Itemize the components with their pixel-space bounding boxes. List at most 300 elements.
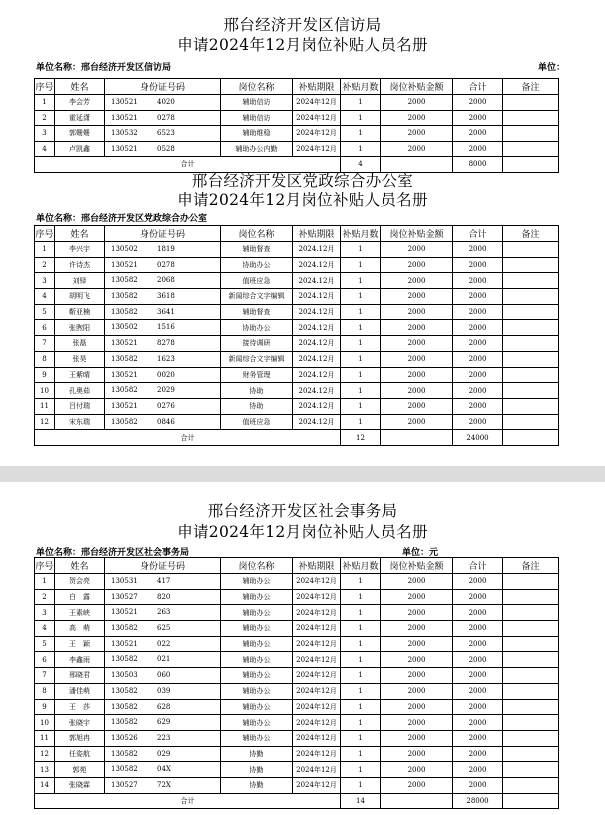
cell-total: 2000: [453, 762, 503, 778]
cell-note: [503, 320, 559, 336]
table-row: [35, 336, 559, 352]
id-prefix: 130582: [111, 292, 138, 301]
cell-id-number: [105, 715, 221, 731]
cell-months: 1: [341, 636, 381, 652]
cell-post: 辅助办公: [221, 605, 293, 621]
cell-note: [503, 574, 559, 590]
cell-note: [503, 699, 559, 715]
cell-id-number: [105, 398, 221, 414]
cell-name: 刘铎: [55, 273, 105, 289]
id-prefix: 130582: [111, 307, 138, 316]
cell-period: 2024.12月: [293, 336, 341, 352]
column-header-seq: 序号: [35, 79, 55, 95]
column-header-name: 姓名: [55, 558, 105, 574]
cell-amount: 2000: [381, 304, 453, 320]
column-header-months: 补贴月数: [341, 558, 381, 574]
cell-months: 1: [341, 257, 381, 273]
cell-total: 2000: [453, 126, 503, 142]
total-sum: 24000: [453, 430, 503, 446]
table-row: [35, 652, 559, 668]
cell-period: 2024年12月: [293, 589, 341, 605]
cell-months: 1: [341, 605, 381, 621]
table-row: [35, 730, 559, 746]
cell-total: 2000: [453, 652, 503, 668]
cell-name: 张晓宇: [55, 715, 105, 731]
cell-seq: 2: [35, 110, 55, 126]
table-row: [35, 257, 559, 273]
cell-note: [503, 383, 559, 399]
cell-total: 2000: [453, 414, 503, 430]
cell-name: 宋东瑞: [55, 414, 105, 430]
cell-months: 1: [341, 383, 381, 399]
table-row: [35, 398, 559, 414]
id-prefix: 130527: [111, 592, 138, 601]
cell-note: [503, 414, 559, 430]
column-header-period: 补贴期限: [293, 226, 341, 242]
table-row: [35, 621, 559, 637]
section-2-table: [34, 225, 559, 446]
total-sum: 28000: [453, 793, 503, 809]
cell-period: 2024.12月: [293, 289, 341, 305]
total-months: 14: [341, 793, 381, 809]
id-suffix: 2029: [157, 386, 175, 395]
cell-amount: 2000: [381, 746, 453, 762]
cell-seq: 1: [35, 242, 55, 258]
cell-post: 辅助办公: [221, 589, 293, 605]
cell-id-number: [105, 320, 221, 336]
table-row: [35, 715, 559, 731]
cell-period: 2024.12月: [293, 242, 341, 258]
id-suffix: 0528: [157, 144, 175, 153]
cell-seq: 6: [35, 652, 55, 668]
cell-id-number: [105, 351, 221, 367]
id-suffix: 1819: [157, 245, 175, 253]
cell-post: 辅助办公: [221, 668, 293, 684]
id-prefix: 130582: [111, 765, 138, 774]
id-prefix: 130582: [111, 718, 138, 727]
cell-period: 2024年12月: [293, 668, 341, 684]
cell-amount: 2000: [381, 141, 453, 157]
column-header-id: 身份证号码: [105, 558, 221, 574]
cell-period: 2024.12月: [293, 351, 341, 367]
cell-id-number: [105, 746, 221, 762]
column-header-amount: 岗位补贴金额: [381, 226, 453, 242]
id-suffix: 021: [157, 655, 171, 664]
table-row: [35, 589, 559, 605]
cell-total: 2000: [453, 574, 503, 590]
cell-amount: 2000: [381, 652, 453, 668]
cell-amount: 2000: [381, 668, 453, 684]
id-suffix: 4020: [157, 98, 175, 106]
cell-total: 2000: [453, 715, 503, 731]
total-note: [503, 793, 559, 809]
cell-post: 辅助信访: [221, 95, 293, 111]
id-prefix: 130521: [111, 639, 138, 648]
total-amount: [381, 430, 453, 446]
id-prefix: 130582: [111, 702, 138, 711]
id-suffix: 223: [157, 733, 171, 742]
cell-amount: 2000: [381, 367, 453, 383]
cell-id-number: [105, 730, 221, 746]
cell-seq: 9: [35, 699, 55, 715]
cell-total: 2000: [453, 636, 503, 652]
section-1-unit-right: 单位：: [538, 63, 566, 73]
cell-seq: 3: [35, 126, 55, 142]
cell-post: 辅助办公: [221, 699, 293, 715]
cell-period: 2024.12月: [293, 398, 341, 414]
cell-amount: 2000: [381, 636, 453, 652]
cell-amount: 2000: [381, 320, 453, 336]
cell-amount: 2000: [381, 699, 453, 715]
cell-total: 2000: [453, 605, 503, 621]
id-prefix: 130502: [111, 323, 138, 332]
cell-total: 2000: [453, 683, 503, 699]
table-header-row: [35, 79, 559, 95]
cell-amount: 2000: [381, 589, 453, 605]
cell-period: 2024.12月: [293, 273, 341, 289]
cell-amount: 2000: [381, 683, 453, 699]
id-prefix: 130521: [111, 144, 138, 153]
cell-period: 2024年12月: [293, 746, 341, 762]
cell-id-number: [105, 414, 221, 430]
id-suffix: 060: [157, 671, 171, 680]
table-header-row: [35, 226, 559, 242]
id-suffix: 72X: [157, 780, 171, 789]
cell-total: 2000: [453, 242, 503, 258]
id-suffix: 1623: [157, 354, 175, 363]
cell-note: [503, 273, 559, 289]
cell-name: 张煦阳: [55, 320, 105, 336]
table-row: [35, 668, 559, 684]
cell-name: 李鑫雨: [55, 652, 105, 668]
cell-months: 1: [341, 336, 381, 352]
cell-post: 新闻综合文字编辑: [221, 351, 293, 367]
column-header-name: 姓名: [55, 79, 105, 95]
section-3-subtitle: 申请2024年12月岗位补贴人员名册: [177, 523, 428, 541]
total-label: 合计: [35, 793, 341, 809]
cell-months: 1: [341, 777, 381, 793]
cell-note: [503, 605, 559, 621]
cell-period: 2024.12月: [293, 414, 341, 430]
table-row: [35, 746, 559, 762]
section-1-unit-label: 单位名称：邢台经济开发区信访局: [36, 63, 172, 73]
cell-total: 2000: [453, 730, 503, 746]
section-1-table: [34, 78, 559, 173]
cell-id-number: [105, 242, 221, 258]
id-prefix: 130582: [111, 354, 138, 363]
cell-id-number: [105, 574, 221, 590]
cell-period: 2024.12月: [293, 383, 341, 399]
cell-total: 2000: [453, 383, 503, 399]
cell-seq: 6: [35, 320, 55, 336]
id-prefix: 130582: [111, 417, 138, 426]
cell-id-number: [105, 777, 221, 793]
cell-months: 1: [341, 699, 381, 715]
cell-amount: 2000: [381, 289, 453, 305]
cell-amount: 2000: [381, 398, 453, 414]
id-suffix: 029: [157, 749, 171, 758]
cell-name: 张昊: [55, 351, 105, 367]
cell-name: 王素峡: [55, 605, 105, 621]
id-suffix: 0278: [157, 113, 175, 122]
section-3-unit-right: 单位：元: [402, 548, 439, 558]
total-months: 12: [341, 430, 381, 446]
cell-post: 辅助维稳: [221, 126, 293, 142]
table-row: [35, 95, 559, 111]
cell-months: 1: [341, 621, 381, 637]
cell-seq: 7: [35, 336, 55, 352]
cell-total: 2000: [453, 141, 503, 157]
id-suffix: 263: [157, 608, 171, 617]
id-prefix: 130521: [111, 401, 138, 410]
column-header-months: 补贴月数: [341, 226, 381, 242]
cell-seq: 2: [35, 589, 55, 605]
cell-total: 2000: [453, 351, 503, 367]
cell-total: 2000: [453, 336, 503, 352]
id-suffix: 0278: [157, 260, 175, 269]
table-row: [35, 289, 559, 305]
cell-amount: 2000: [381, 730, 453, 746]
cell-total: 2000: [453, 668, 503, 684]
cell-id-number: [105, 367, 221, 383]
cell-months: 1: [341, 730, 381, 746]
id-suffix: 04X: [157, 765, 171, 774]
cell-note: [503, 730, 559, 746]
cell-id-number: [105, 95, 221, 111]
table-row: [35, 683, 559, 699]
column-header-amount: 岗位补贴金额: [381, 558, 453, 574]
cell-name: 郭苑: [55, 762, 105, 778]
cell-seq: 5: [35, 304, 55, 320]
id-suffix: 3641: [157, 307, 175, 316]
cell-post: 值班应急: [221, 414, 293, 430]
cell-name: 潘佳萌: [55, 683, 105, 699]
cell-months: 1: [341, 414, 381, 430]
cell-seq: 8: [35, 351, 55, 367]
cell-amount: 2000: [381, 110, 453, 126]
cell-months: 1: [341, 141, 381, 157]
id-suffix: 6523: [157, 129, 175, 137]
cell-note: [503, 683, 559, 699]
total-amount: [381, 793, 453, 809]
cell-seq: 9: [35, 367, 55, 383]
cell-post: 辅助办公: [221, 621, 293, 637]
cell-amount: 2000: [381, 574, 453, 590]
table-row: [35, 110, 559, 126]
cell-id-number: [105, 636, 221, 652]
total-note: [503, 157, 559, 173]
cell-id-number: [105, 699, 221, 715]
column-header-total: 合计: [453, 558, 503, 574]
cell-seq: 5: [35, 636, 55, 652]
cell-name: 王紫晴: [55, 367, 105, 383]
cell-name: 吕付瑞: [55, 398, 105, 414]
cell-id-number: [105, 110, 221, 126]
cell-period: 2024年12月: [293, 574, 341, 590]
cell-note: [503, 668, 559, 684]
cell-seq: 3: [35, 273, 55, 289]
cell-period: 2024.12月: [293, 320, 341, 336]
id-prefix: 130526: [111, 733, 138, 742]
cell-post: 辅助办公: [221, 636, 293, 652]
cell-period: 2024年12月: [293, 636, 341, 652]
cell-amount: 2000: [381, 242, 453, 258]
table-row: [35, 126, 559, 142]
cell-total: 2000: [453, 320, 503, 336]
cell-seq: 10: [35, 383, 55, 399]
cell-amount: 2000: [381, 621, 453, 637]
cell-period: 2024年12月: [293, 95, 341, 111]
id-suffix: 625: [157, 624, 171, 633]
cell-id-number: [105, 304, 221, 320]
id-suffix: 0276: [157, 401, 175, 410]
cell-seq: 13: [35, 762, 55, 778]
id-prefix: 130502: [111, 245, 138, 253]
table-row: [35, 383, 559, 399]
id-suffix: 039: [157, 686, 171, 695]
table-row: [35, 414, 559, 430]
table-header-row: [35, 558, 559, 574]
column-header-note: 备注: [503, 79, 559, 95]
cell-seq: 10: [35, 715, 55, 731]
total-amount: [381, 157, 453, 173]
total-note: [503, 430, 559, 446]
cell-id-number: [105, 289, 221, 305]
id-prefix: 130582: [111, 386, 138, 395]
id-prefix: 130582: [111, 276, 138, 285]
column-header-post: 岗位名称: [221, 79, 293, 95]
id-suffix: 628: [157, 702, 171, 711]
section-2-subtitle: 申请2024年12月岗位补贴人员名册: [177, 191, 428, 209]
column-header-note: 备注: [503, 558, 559, 574]
id-prefix: 130531: [111, 577, 138, 585]
cell-months: 1: [341, 683, 381, 699]
cell-seq: 12: [35, 414, 55, 430]
cell-name: 王 莎: [55, 699, 105, 715]
cell-period: 2024年12月: [293, 652, 341, 668]
cell-months: 1: [341, 715, 381, 731]
column-header-seq: 序号: [35, 558, 55, 574]
cell-months: 1: [341, 126, 381, 142]
cell-id-number: [105, 383, 221, 399]
cell-months: 1: [341, 289, 381, 305]
cell-post: 辅助督查: [221, 242, 293, 258]
cell-period: 2024年12月: [293, 621, 341, 637]
cell-total: 2000: [453, 746, 503, 762]
cell-note: [503, 777, 559, 793]
column-header-total: 合计: [453, 226, 503, 242]
cell-seq: 4: [35, 289, 55, 305]
cell-note: [503, 304, 559, 320]
id-prefix: 130521: [111, 260, 138, 269]
cell-total: 2000: [453, 110, 503, 126]
cell-note: [503, 652, 559, 668]
cell-period: 2024年12月: [293, 777, 341, 793]
cell-amount: 2000: [381, 715, 453, 731]
section-2-title: 邢台经济开发区党政综合办公室: [191, 172, 414, 190]
cell-name: 高 萌: [55, 621, 105, 637]
cell-note: [503, 762, 559, 778]
table-total-row: [35, 430, 559, 446]
id-prefix: 130582: [111, 655, 138, 664]
table-total-row: [35, 157, 559, 173]
cell-post: 接待调研: [221, 336, 293, 352]
cell-months: 1: [341, 589, 381, 605]
cell-months: 1: [341, 351, 381, 367]
column-header-id: 身份证号码: [105, 79, 221, 95]
cell-name: 张晓霖: [55, 777, 105, 793]
cell-note: [503, 141, 559, 157]
id-prefix: 130532: [111, 129, 138, 137]
column-header-period: 补贴期限: [293, 79, 341, 95]
cell-name: 任姿航: [55, 746, 105, 762]
column-header-amount: 岗位补贴金额: [381, 79, 453, 95]
id-prefix: 130582: [111, 749, 138, 758]
cell-months: 1: [341, 304, 381, 320]
cell-total: 2000: [453, 289, 503, 305]
table-row: [35, 777, 559, 793]
id-suffix: 3618: [157, 292, 175, 301]
cell-period: 2024年12月: [293, 762, 341, 778]
cell-id-number: [105, 621, 221, 637]
section-3-table: [34, 557, 559, 809]
cell-id-number: [105, 257, 221, 273]
section-3-title: 邢台经济开发区社会事务局: [207, 502, 398, 520]
cell-seq: 1: [35, 95, 55, 111]
column-header-post: 岗位名称: [221, 558, 293, 574]
cell-post: 辅助办公: [221, 715, 293, 731]
cell-seq: 12: [35, 746, 55, 762]
id-prefix: 130521: [111, 608, 138, 617]
id-suffix: 820: [157, 592, 171, 601]
table-row: [35, 636, 559, 652]
cell-total: 2000: [453, 699, 503, 715]
cell-name: 邢晓君: [55, 668, 105, 684]
table-row: [35, 351, 559, 367]
cell-months: 1: [341, 242, 381, 258]
cell-post: 协助: [221, 383, 293, 399]
cell-name: 李会芳: [55, 95, 105, 111]
cell-note: [503, 398, 559, 414]
cell-months: 1: [341, 398, 381, 414]
cell-period: 2024.12月: [293, 257, 341, 273]
cell-name: 郭姗姗: [55, 126, 105, 142]
cell-note: [503, 126, 559, 142]
cell-note: [503, 242, 559, 258]
cell-period: 2024年12月: [293, 730, 341, 746]
cell-total: 2000: [453, 95, 503, 111]
id-suffix: 2068: [157, 276, 175, 285]
cell-name: 李兴宇: [55, 242, 105, 258]
cell-name: 霍延潇: [55, 110, 105, 126]
cell-name: 靳亚楠: [55, 304, 105, 320]
id-suffix: 022: [157, 639, 171, 648]
column-header-months: 补贴月数: [341, 79, 381, 95]
cell-name: 卢凯鑫: [55, 141, 105, 157]
cell-id-number: [105, 273, 221, 289]
cell-period: 2024年12月: [293, 683, 341, 699]
cell-id-number: [105, 126, 221, 142]
cell-id-number: [105, 589, 221, 605]
cell-seq: 11: [35, 398, 55, 414]
cell-period: 2024年12月: [293, 699, 341, 715]
table-row: [35, 574, 559, 590]
cell-months: 1: [341, 652, 381, 668]
cell-months: 1: [341, 110, 381, 126]
table-row: [35, 605, 559, 621]
cell-note: [503, 746, 559, 762]
cell-seq: 8: [35, 683, 55, 699]
